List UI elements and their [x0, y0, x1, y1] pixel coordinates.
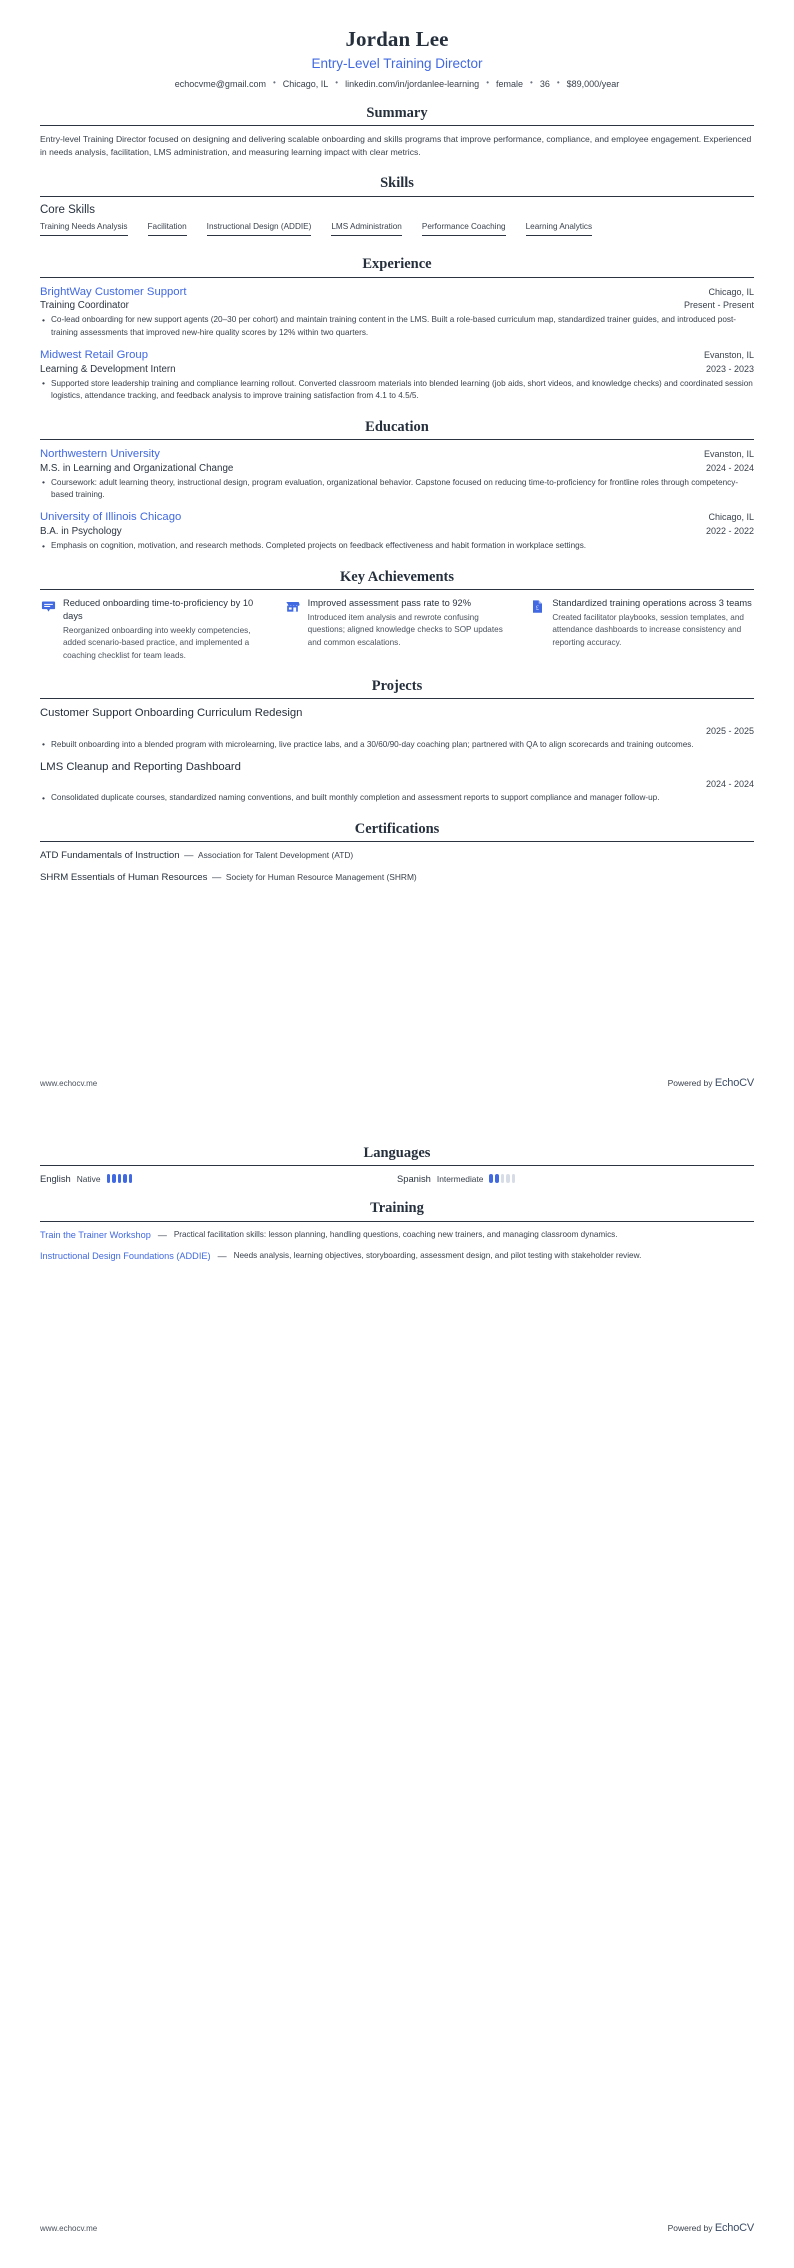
job-title: Entry-Level Training Director	[311, 56, 483, 72]
entry-bullets	[40, 378, 754, 403]
section-skills	[40, 175, 754, 240]
projects-list	[40, 699, 754, 804]
section-heading-experience: Experience	[362, 256, 432, 273]
skill-chip: Performance Coaching	[422, 221, 506, 236]
training-description: Needs analysis, learning objectives, storyboarding, assessment design, and pilot testing with stakeholder review.	[233, 1251, 642, 1261]
language-name: English	[40, 1173, 71, 1185]
achievement-text	[308, 597, 510, 649]
entry-role: Learning & Development Intern	[40, 363, 176, 375]
footer-brand	[668, 2222, 754, 2234]
contact-separator: •	[486, 78, 489, 88]
certification-issuer: Society for Human Resource Management (SHRM)	[225, 871, 417, 882]
contact-separator: •	[530, 78, 533, 88]
certifications-list	[40, 842, 754, 885]
achievement-description: Reorganized onboarding into weekly competencies, added scenario-based practice, and implemented a coaching checklist for team leads.	[63, 626, 251, 660]
entry-organization[interactable]: Northwestern University	[40, 447, 160, 460]
project-bullets	[40, 739, 754, 751]
contact-separator: •	[272, 78, 276, 88]
entry-dates: 2024 - 2024	[705, 462, 754, 473]
achievement-title: Reduced onboarding time-to-proficiency by 10 days	[63, 598, 254, 622]
resume-page-1	[0, 0, 794, 1123]
achievement-description: Introduced item analysis and rewrote confusing questions; aligned knowledge checks to SOP updates and common escalations.	[307, 613, 503, 647]
section-heading-skills: Skills	[380, 175, 414, 192]
bullet-item: • Coursework: adult learning theory, instructional design, program evaluation, organizational behavior. Capstone focused on reducing time-to-proficiency for frontline roles through competency-based training.	[40, 477, 754, 502]
project-bullets	[40, 792, 754, 804]
entry-dates: 2022 - 2022	[705, 526, 754, 537]
language-level-dot	[495, 1174, 499, 1183]
language-level-dot	[112, 1174, 116, 1183]
project-dates: 2024 - 2024	[705, 779, 754, 790]
entry-header-row	[40, 510, 754, 525]
bullet-item: • Supported store leadership training and compliance learning rollout. Converted classroom materials into blended learning (job aids, short videos, and knowledge checks) and coordinated session logistics, attendance tracking, and feedback analysis to improve training satisfaction from 4.1 to 4.5/5.	[40, 378, 754, 403]
training-name[interactable]: Train the Trainer Workshop	[40, 1229, 151, 1240]
entry-role: M.S. in Learning and Organizational Change	[40, 462, 234, 474]
document-currency-icon	[529, 598, 545, 614]
footer-brand	[668, 1077, 754, 1089]
entry-organization[interactable]: BrightWay Customer Support	[40, 285, 187, 298]
section-training	[40, 1200, 754, 1262]
bullet-item: • Emphasis on cognition, motivation, and research methods. Completed projects on feedback effectiveness and habit formation in workplace settings.	[40, 540, 754, 552]
certification-item	[40, 849, 754, 863]
contact-item: 36	[539, 78, 550, 89]
footer-powered-label: Powered by	[667, 2223, 715, 2233]
entry-location: Chicago, IL	[708, 286, 754, 297]
section-education	[40, 419, 754, 553]
entry-subheader-row	[40, 462, 754, 475]
certification-item	[40, 871, 754, 885]
contact-item: $89,000/year	[566, 78, 620, 89]
resume-header	[40, 0, 754, 89]
footer-brand-name: EchoCV	[714, 2222, 754, 2234]
skill-chip: Learning Analytics	[526, 221, 592, 236]
training-description: Practical facilitation skills: lesson planning, handling questions, coaching new trainers, and managing classroom dynamics.	[173, 1229, 618, 1239]
achievement-text	[552, 597, 754, 649]
section-key-achievements	[40, 569, 754, 662]
footer-brand-name: EchoCV	[714, 1077, 754, 1089]
training-dash: —	[217, 1251, 227, 1262]
bullet-item: • Consolidated duplicate courses, standardized naming conventions, and built monthly completion and assessment reports to support compliance and manager follow-up.	[40, 792, 754, 804]
experience-list	[40, 278, 754, 403]
language-level-dot	[118, 1174, 122, 1183]
contact-item: Chicago, IL	[282, 78, 329, 89]
skill-chip: Training Needs Analysis	[40, 221, 128, 236]
language-level-dot	[129, 1174, 133, 1183]
entry-dates: Present - Present	[683, 300, 754, 311]
skills-group-title: Core Skills	[40, 203, 95, 216]
section-heading-achievements: Key Achievements	[340, 568, 454, 585]
entry-bullets	[40, 540, 754, 552]
achievement-item	[40, 597, 265, 662]
achievement-title: Standardized training operations across 3 teams	[552, 598, 752, 608]
certification-name: ATD Fundamentals of Instruction	[40, 850, 180, 862]
entry-header-row	[40, 348, 754, 363]
section-heading-projects: Projects	[371, 677, 423, 694]
project-item	[40, 706, 754, 751]
entry-role: B.A. in Psychology	[40, 526, 122, 538]
contact-item: female	[496, 78, 524, 89]
section-heading-summary: Summary	[366, 104, 428, 121]
page-footer	[40, 2222, 754, 2234]
language-level-meter	[107, 1174, 133, 1183]
achievement-item	[285, 597, 510, 649]
section-experience	[40, 256, 754, 402]
achievements-grid	[40, 597, 754, 662]
training-item	[40, 1250, 754, 1262]
speech-bubble-icon	[40, 598, 56, 614]
footer-website[interactable]: www.echocv.me	[40, 2224, 98, 2233]
entry-location: Chicago, IL	[708, 512, 754, 523]
entry	[40, 285, 754, 339]
entry-subheader-row	[40, 299, 754, 312]
language-level-dot	[489, 1174, 493, 1183]
entry-organization[interactable]: Midwest Retail Group	[40, 349, 148, 362]
language-level-dot	[501, 1174, 505, 1183]
section-heading-certifications: Certifications	[354, 820, 440, 837]
entry-subheader-row	[40, 363, 754, 376]
language-level: Native	[76, 1173, 101, 1184]
skill-chip: Instructional Design (ADDIE)	[207, 221, 312, 236]
certification-dash: —	[209, 871, 224, 882]
language-level-meter	[489, 1174, 515, 1183]
section-heading-languages: Languages	[363, 1145, 431, 1161]
bullet-item: • Rebuilt onboarding into a blended program with microlearning, live practice labs, and a 30/60/90-day coaching plan; partnered with QA to align scorecards and training outcomes.	[40, 739, 754, 751]
svg-text:£: £	[535, 605, 539, 612]
project-dates: 2025 - 2025	[705, 725, 754, 736]
contact-item: linkedin.com/in/jordanlee-learning	[345, 78, 480, 89]
achievement-description: Created facilitator playbooks, session templates, and attendance dashboards to increase consistency and reporting accuracy.	[552, 613, 744, 647]
training-dash: —	[157, 1229, 167, 1240]
summary-text: Entry-level Training Director focused on designing and delivering scalable onboarding and skills programs that improve performance, compliance, and employee engagement. Experienced in needs analysis, facilitation, LMS administration, and measuring learning impact with clear metrics.	[40, 134, 752, 158]
footer-website[interactable]: www.echocv.me	[40, 1079, 98, 1088]
contact-separator: •	[556, 78, 560, 88]
skills-list	[40, 221, 754, 240]
language-item	[397, 1173, 754, 1184]
language-level-dot	[123, 1174, 127, 1183]
contact-separator: •	[335, 78, 339, 88]
language-level: Intermediate	[436, 1173, 484, 1184]
education-list	[40, 440, 754, 553]
certification-issuer: Association for Talent Development (ATD)	[198, 850, 354, 861]
section-languages	[40, 1145, 754, 1184]
section-heading-education: Education	[365, 418, 429, 435]
entry-location: Evanston, IL	[703, 448, 754, 459]
language-level-dot	[107, 1174, 111, 1183]
training-item	[40, 1229, 754, 1241]
section-summary	[40, 105, 754, 160]
entry-location: Evanston, IL	[703, 350, 754, 361]
training-name[interactable]: Instructional Design Foundations (ADDIE)	[40, 1251, 211, 1262]
contact-item: echocvme@gmail.com	[174, 78, 266, 89]
skill-chip: LMS Administration	[331, 221, 402, 236]
language-name: Spanish	[397, 1173, 431, 1185]
achievement-item	[529, 597, 754, 649]
section-certifications	[40, 821, 754, 885]
entry-bullets	[40, 477, 754, 502]
storefront-icon	[285, 598, 301, 614]
page-title: Jordan Lee	[345, 27, 449, 51]
certification-name: SHRM Essentials of Human Resources	[40, 871, 208, 883]
skill-chip: Facilitation	[148, 221, 187, 236]
resume-page-2	[0, 1145, 794, 2268]
entry-bullets	[40, 314, 754, 339]
entry-dates: 2023 - 2023	[705, 363, 754, 374]
entry	[40, 510, 754, 552]
entry-subheader-row	[40, 525, 754, 538]
project-name: Customer Support Onboarding Curriculum Redesign	[40, 707, 303, 720]
section-projects	[40, 678, 754, 805]
entry-organization[interactable]: University of Illinois Chicago	[40, 511, 182, 524]
section-heading-training: Training	[370, 1200, 424, 1217]
training-list	[40, 1222, 754, 1263]
bullet-item: • Co-lead onboarding for new support agents (20–30 per cohort) and maintain training content in the LMS. Built a role-based curriculum map, standardized trainer guides, and introduced post-training assessments that improved new-hire quality scores by 12% within two quarters.	[40, 314, 754, 339]
project-item	[40, 760, 754, 805]
language-level-dot	[512, 1174, 516, 1183]
page-footer	[40, 1077, 754, 1089]
entry-header-row	[40, 285, 754, 300]
language-level-dot	[506, 1174, 510, 1183]
entry-role: Training Coordinator	[40, 300, 129, 312]
footer-powered-label: Powered by	[667, 1078, 715, 1088]
entry-header-row	[40, 447, 754, 462]
achievement-text	[63, 597, 265, 662]
language-item	[40, 1173, 397, 1184]
achievement-title: Improved assessment pass rate to 92%	[307, 598, 471, 608]
contact-bar	[40, 79, 754, 89]
entry	[40, 447, 754, 501]
project-name: LMS Cleanup and Reporting Dashboard	[40, 761, 241, 773]
entry	[40, 348, 754, 402]
certification-dash: —	[181, 850, 196, 861]
languages-grid	[40, 1173, 754, 1184]
